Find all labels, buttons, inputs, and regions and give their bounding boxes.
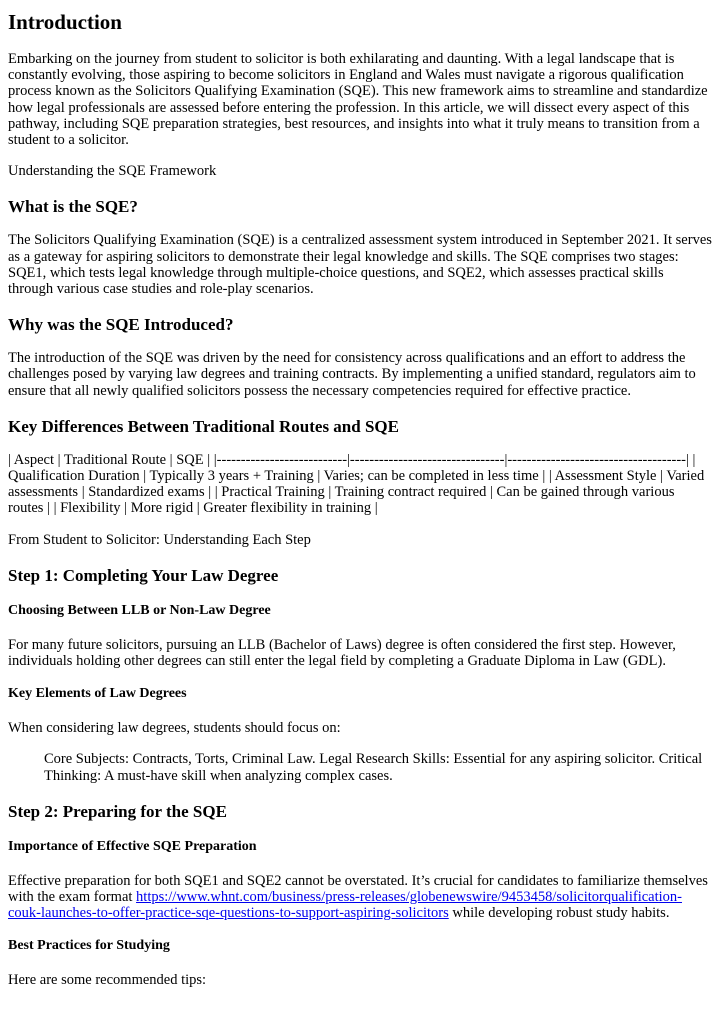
differences-table-text: | Aspect | Traditional Route | SQE | |---------------------------|--------------------------------|-------------------------------------| | Qualification Duration | Typically 3 years + Training | Varies; can be completed in less time | | Assessment Style | Varied assessments | Standardized exams | | Practical Training | Training contract required | Can be gained through various routes | | Flexibility | More rigid | Greater flexibility in training | xyxy=(8,451,705,517)
framework-label: Understanding the SQE Framework xyxy=(8,163,217,180)
sqe-practice-link[interactable]: https://www.whnt.com/business/press-releases/globenewswire/9453458/solicitorqualification-couk-launches-to-offer-practice-sqe-questions-to-support-aspiring-solicitors xyxy=(8,889,682,922)
why-sqe-heading: Why was the SQE Introduced? xyxy=(8,315,234,335)
intro-paragraph: Embarking on the journey from student to solicitor is both exhilarating and daunting. With a legal landscape that is constantly evolving, those aspiring to become solicitors in England and Wales must navigate a rigorous qualification process known as the Solicitors Qualifying Examination (SQE). This new framework aims to streamline and standardize how legal professionals are assessed before entering the profession. In this article, we will dissect every aspect of this pathway, including SQE preparation strategies, best resources, and insights into what it truly means to transition from a student to a solicitor. xyxy=(8,51,708,149)
step2-importance-paragraph xyxy=(8,873,712,922)
page-title: Introduction xyxy=(8,10,122,34)
step1-elements-quote: Core Subjects: Contracts, Torts, Criminal Law. Legal Research Skills: Essential for any aspiring solicitor. Critical Thinking: A must-have skill when analyzing complex cases. xyxy=(44,751,703,784)
what-is-sqe-heading: What is the SQE? xyxy=(8,197,138,217)
step2-tips-paragraph: Here are some recommended tips: xyxy=(8,972,207,989)
step2-subheading-practices: Best Practices for Studying xyxy=(8,938,170,954)
step1-subheading-elements: Key Elements of Law Degrees xyxy=(8,686,187,702)
step2-text-before-link: Effective preparation for both SQE1 and SQE2 cannot be overstated. It’s crucial for candidates to familiarize themselves with the exam format xyxy=(8,872,708,906)
step1-degree-paragraph: For many future solicitors, pursuing an LLB (Bachelor of Laws) degree is often considered the first step. However, individuals holding other degrees can still enter the legal field by completing a Graduate Diploma in Law (GDL). xyxy=(8,636,676,670)
what-is-sqe-paragraph: The Solicitors Qualifying Examination (SQE) is a centralized assessment system introduced in September 2021. It serves as a gateway for aspiring solicitors to demonstrate their legal knowledge and skills. The SQE comprises two stages: SQE1, which tests legal knowledge through multiple-choice questions, and SQE2, which assesses practical skills through various case studies and role-play scenarios. xyxy=(8,232,712,298)
step2-text-after-link: while developing robust study habits. xyxy=(448,905,670,922)
step2-heading: Step 2: Preparing for the SQE xyxy=(8,801,227,821)
step2-subheading-importance: Importance of Effective SQE Preparation xyxy=(8,838,257,854)
differences-heading: Key Differences Between Traditional Routes and SQE xyxy=(8,416,399,436)
step1-elements-paragraph: When considering law degrees, students should focus on: xyxy=(8,720,341,737)
steps-intro-label: From Student to Solicitor: Understanding Each Step xyxy=(8,531,311,548)
step1-heading: Step 1: Completing Your Law Degree xyxy=(8,565,279,585)
step1-subheading-degree: Choosing Between LLB or Non-Law Degree xyxy=(8,602,271,618)
why-sqe-paragraph: The introduction of the SQE was driven by the need for consistency across qualifications and an effort to address the challenges posed by varying law degrees and training contracts. By implementing a unified standard, regulators aim to ensure that all newly qualified solicitors possess the necessary competencies required for effective practice. xyxy=(8,350,696,399)
